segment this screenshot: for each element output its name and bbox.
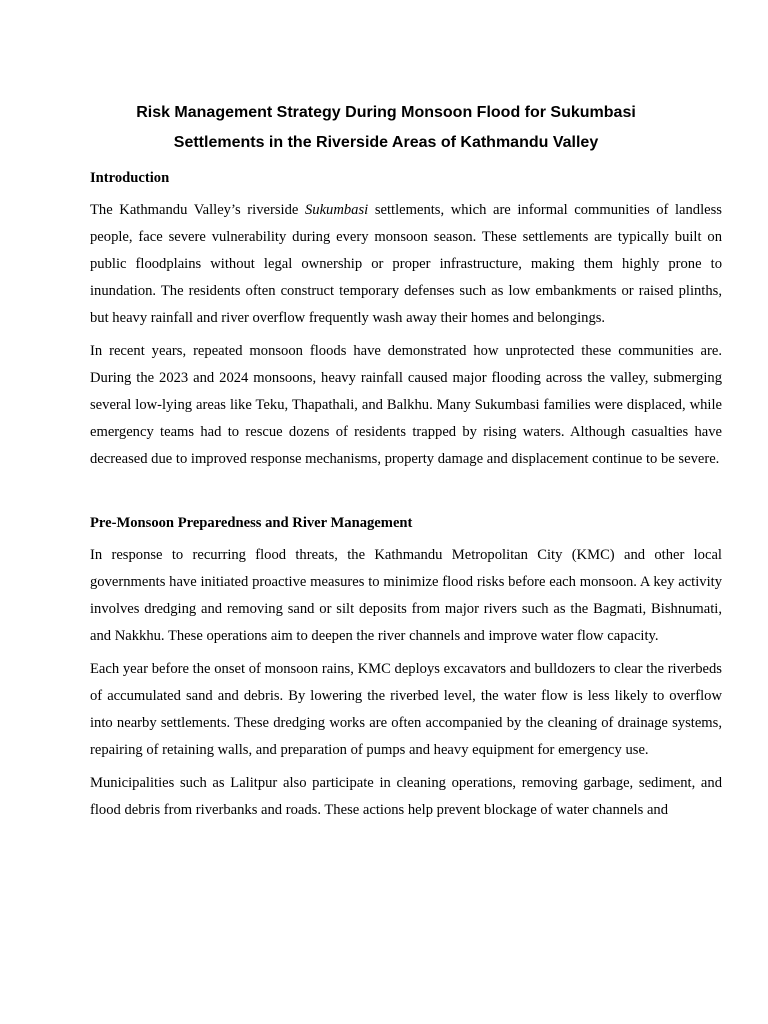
paragraph-premonsoon-3: Municipalities such as Lalitpur also participate in cleaning operations, removing garbage, sediment, and flood debris from riverbanks and roads. These actions help prevent blockage of water channels and xyxy=(90,775,722,818)
document-title-line-2: Settlements in the Riverside Areas of Kathmandu Valley xyxy=(173,134,599,151)
section-heading-introduction: Introduction xyxy=(90,170,170,186)
paragraph-premonsoon-1: In response to recurring flood threats, the Kathmandu Metropolitan City (KMC) and other local governments have initiated proactive measures to minimize flood risks before each monsoon. A key activity involves dredging and removing sand or silt deposits from major rivers such as the Bagmati, Bishnumati, and Nakkhu. These operations aim to deepen the river channels and improve water flow capacity. xyxy=(90,547,722,644)
paragraph-intro-2: In recent years, repeated monsoon floods have demonstrated how unprotected these communities are. During the 2023 and 2024 monsoons, heavy rainfall caused major flooding across the valley, submerging several low-lying areas like Teku, Thapathali, and Balkhu. Many Sukumbasi families were displaced, while emergency teams had to rescue dozens of residents trapped by rising waters. Although casualties have decreased due to improved response mechanisms, property damage and displacement continue to be severe. xyxy=(90,343,722,467)
paragraph-premonsoon-2: Each year before the onset of monsoon rains, KMC deploys excavators and bulldozers to clear the riverbeds of accumulated sand and debris. By lowering the riverbed level, the water flow is less likely to overflow into nearby settlements. These dredging works are often accompanied by the cleaning of drainage systems, repairing of retaining walls, and preparation of pumps and heavy equipment for emergency use. xyxy=(90,661,722,758)
document-title xyxy=(90,98,682,158)
section-heading-pre-monsoon: Pre-Monsoon Preparedness and River Management xyxy=(90,515,413,531)
document-body xyxy=(90,164,722,824)
section-spacer xyxy=(90,473,722,509)
document-title-line-1: Risk Management Strategy During Monsoon Flood for Sukumbasi xyxy=(136,104,636,121)
paragraph-intro-1-italic: Sukumbasi xyxy=(304,202,369,218)
paragraph-intro-1-text-a: The Kathmandu Valley’s riverside xyxy=(90,202,305,218)
paragraph-intro-1 xyxy=(90,197,722,332)
paragraph-intro-1-text-b: settlements, which are informal communities of landless people, face severe vulnerability during every monsoon season. These settlements are typically built on public floodplains without legal ownership or proper infrastructure, making them highly prone to inundation. The residents often construct temporary defenses such as low embankments or raised plinths, but heavy rainfall and river overflow frequently wash away their homes and belongings. xyxy=(90,202,722,326)
